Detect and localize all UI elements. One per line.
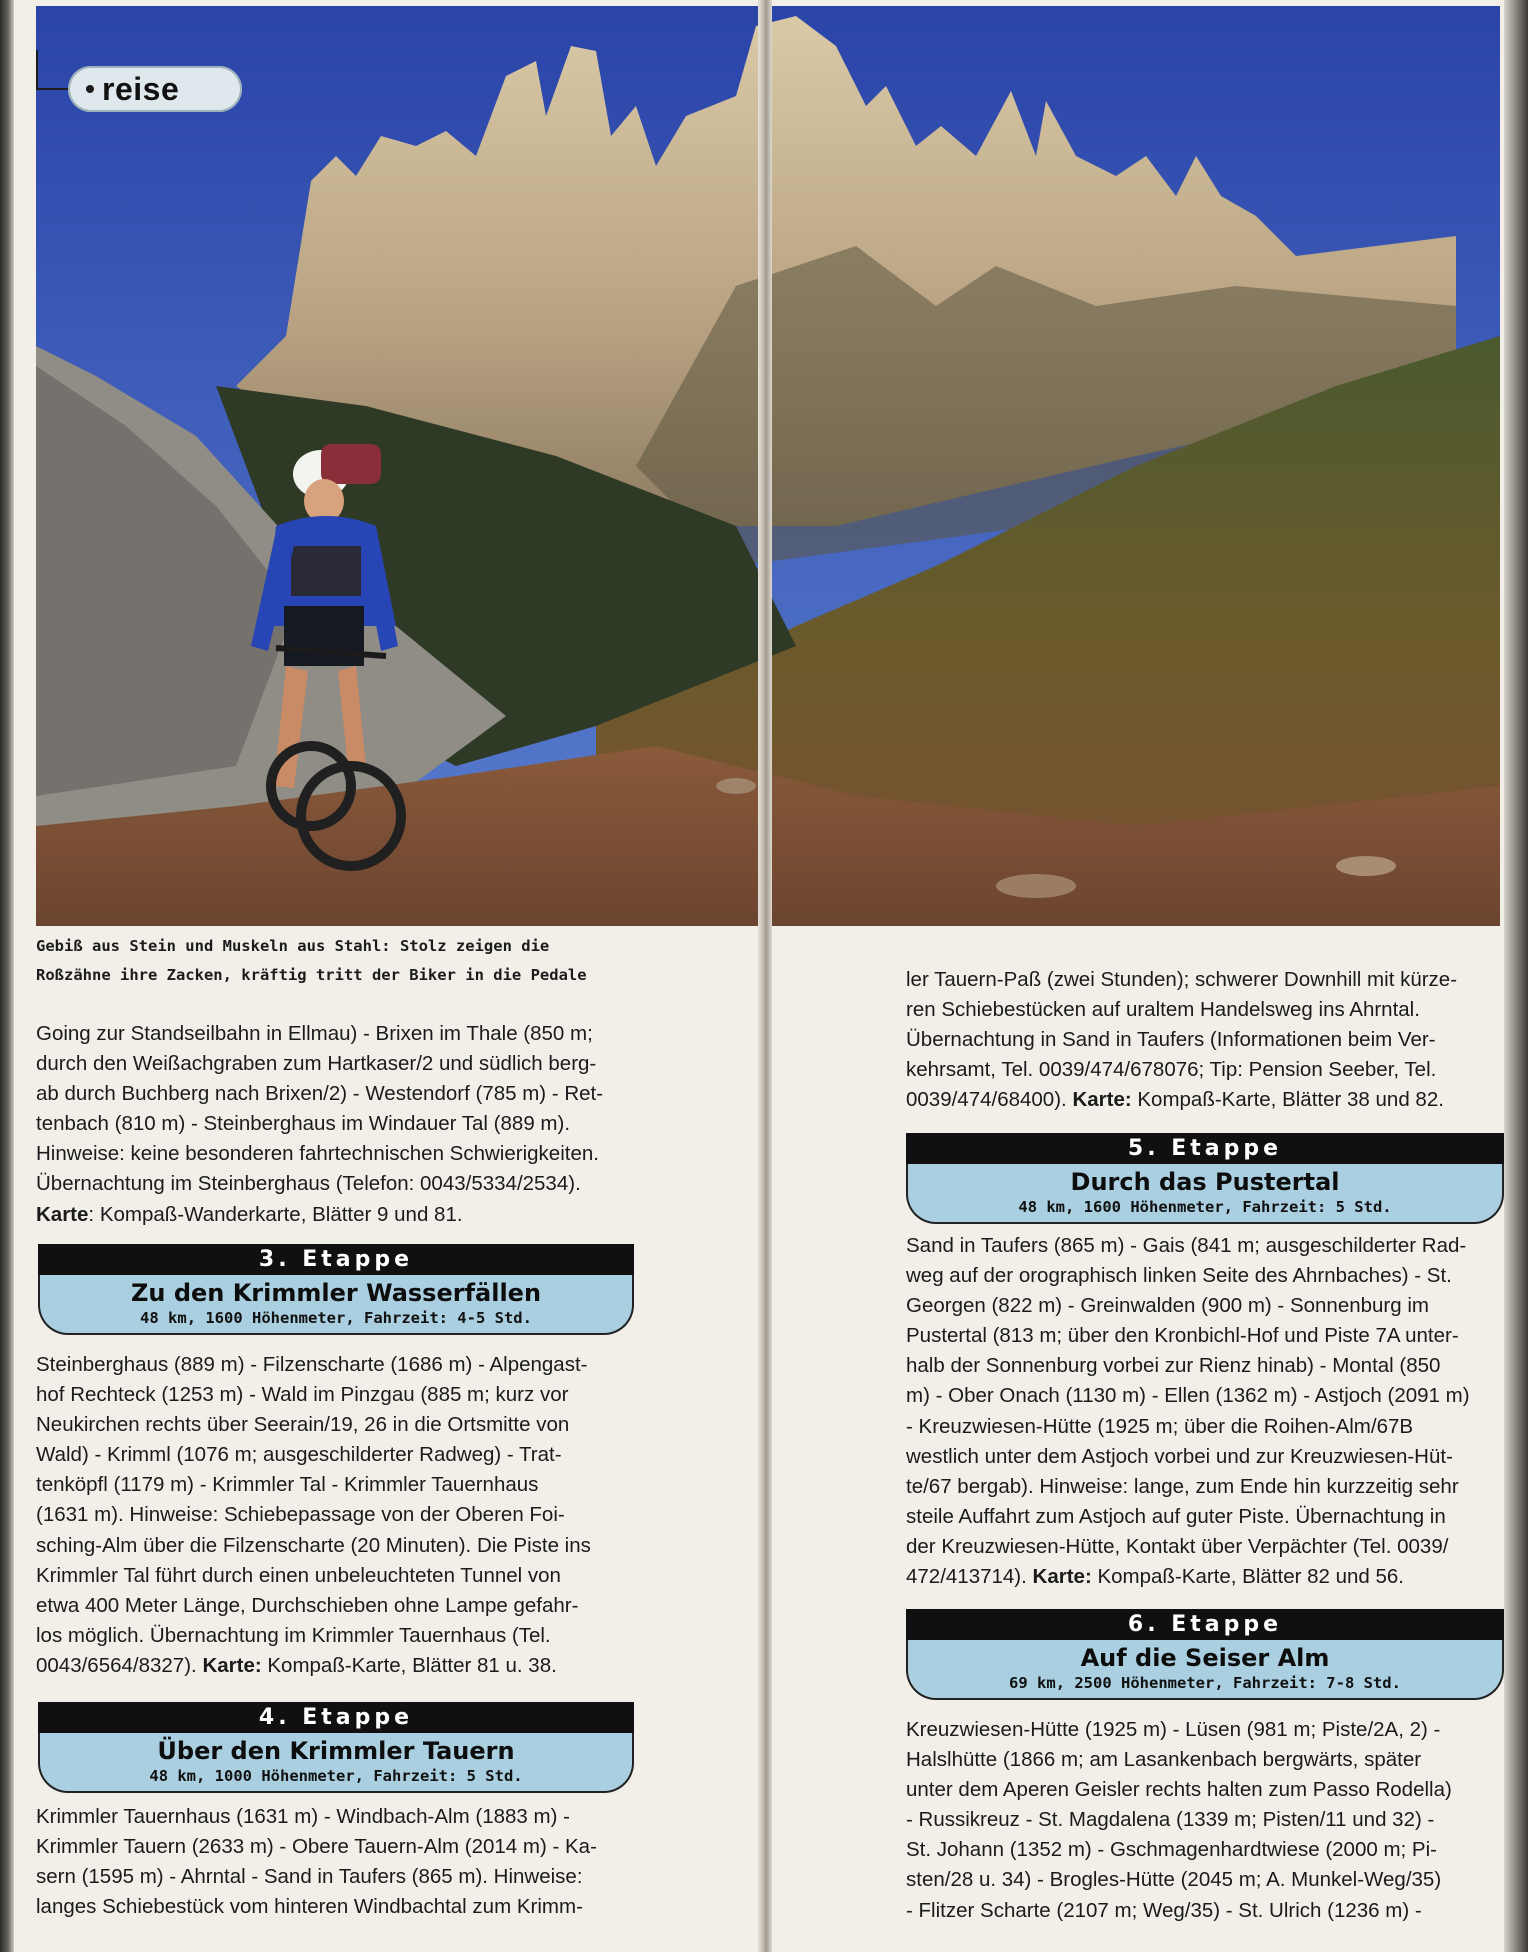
stage-stats: 48 km, 1600 Höhenmeter, Fahrzeit: 4-5 Std. bbox=[140, 1309, 532, 1327]
text-line: langes Schiebestück vom hinteren Windbachtal zum Krimm- bbox=[36, 1895, 583, 1919]
text-line: hof Rechteck (1253 m) - Wald im Pinzgau (885 m; kurz vor bbox=[36, 1383, 569, 1407]
stage-5-header bbox=[906, 1133, 1504, 1224]
text-line: sten/28 u. 34) - Brogles-Hütte (2045 m; A. Munkel-Weg/35) bbox=[906, 1868, 1442, 1892]
stage-title: Zu den Krimmler Wasserfällen bbox=[130, 1279, 542, 1307]
text-line bbox=[36, 1651, 636, 1681]
text-line: m) - Ober Onach (1130 m) - Ellen (1362 m) - Astjoch (2091 m) bbox=[906, 1384, 1470, 1408]
text-line: Halslhütte (1866 m; am Lasankenbach bergwärts, später bbox=[906, 1748, 1422, 1772]
stage-title-box bbox=[906, 1164, 1504, 1224]
text-line: ren Schiebestücken auf uraltem Handelsweg ins Ahrntal. bbox=[906, 998, 1420, 1022]
text-line: etwa 400 Meter Länge, Durchschieben ohne Lampe gefahr- bbox=[36, 1593, 579, 1617]
text-line: - Kreuzwiesen-Hütte (1925 m; über die Roihen-Alm/67B bbox=[906, 1414, 1414, 1438]
stage-3-header bbox=[38, 1244, 634, 1335]
text-line: Übernachtung im Steinberghaus (Telefon: 0043/5334/2534). bbox=[36, 1172, 581, 1196]
karte-text: : Kompaß-Wanderkarte, Blätter 9 und 81. bbox=[88, 1202, 463, 1226]
photo-caption bbox=[36, 932, 746, 990]
tag-line-vertical bbox=[36, 50, 38, 90]
stage-number: 4. Etappe bbox=[38, 1702, 634, 1733]
text-line: sching-Alm über die Filzenscharte (20 Minuten). Die Piste ins bbox=[36, 1533, 591, 1557]
text-line: - Russikreuz - St. Magdalena (1339 m; Pisten/11 und 32) - bbox=[906, 1808, 1435, 1832]
text-line: Krimmler Tauern (2633 m) - Obere Tauern-Alm (2014 m) - Ka- bbox=[36, 1835, 597, 1859]
stage-stats: 48 km, 1600 Höhenmeter, Fahrzeit: 5 Std. bbox=[1018, 1198, 1392, 1216]
text-line: Pustertal (813 m; über den Kronbichl-Hof und Piste 7A unter- bbox=[906, 1324, 1459, 1348]
karte-text: Kompaß-Karte, Blätter 38 und 82. bbox=[1131, 1088, 1444, 1112]
text-fragment: 472/413714). bbox=[906, 1565, 1033, 1589]
text-line: sern (1595 m) - Ahrntal - Sand in Taufers (865 m). Hinweise: bbox=[36, 1865, 583, 1889]
stage-title-box bbox=[38, 1275, 634, 1335]
text-line: (1631 m). Hinweise: Schiebepassage von der Oberen Foi- bbox=[36, 1503, 565, 1527]
text-line: Kreuzwiesen-Hütte (1925 m) - Lüsen (981 m; Piste/2A, 2) - bbox=[906, 1718, 1441, 1741]
stage-title: Auf die Seiser Alm bbox=[1080, 1644, 1330, 1672]
text-line: unter dem Aperen Geisler rechts halten zum Passo Rodella) bbox=[906, 1778, 1452, 1802]
text-line: St. Johann (1352 m) - Gschmagenhardtwiese (2000 m; Pi- bbox=[906, 1838, 1437, 1862]
text-fragment: 0039/474/68400). bbox=[906, 1088, 1073, 1112]
stage-title-box bbox=[906, 1640, 1504, 1700]
caption-line: Gebiß aus Stein und Muskeln aus Stahl: Stolz zeigen die bbox=[36, 937, 550, 955]
stage-stats: 48 km, 1000 Höhenmeter, Fahrzeit: 5 Std. bbox=[149, 1767, 523, 1785]
section-tag-label: reise bbox=[102, 70, 180, 107]
text-line: Going zur Standseilbahn in Ellmau) - Brixen im Thale (850 m; bbox=[36, 1022, 593, 1045]
text-line bbox=[906, 1085, 1506, 1115]
stage-number: 3. Etappe bbox=[38, 1244, 634, 1275]
text-fragment: 0043/6564/8327). bbox=[36, 1653, 203, 1677]
text-line: Wald) - Krimml (1076 m; ausgeschilderter Radweg) - Trat- bbox=[36, 1443, 562, 1467]
bullet-icon bbox=[86, 85, 94, 93]
text-line: Krimmler Tauernhaus (1631 m) - Windbach-Alm (1883 m) - bbox=[36, 1805, 570, 1828]
tag-line bbox=[36, 88, 72, 90]
stage-title-box bbox=[38, 1733, 634, 1793]
text-line: weg auf der orographisch linken Seite des Ahrnbaches) - St. bbox=[906, 1264, 1452, 1288]
right-intro-text bbox=[906, 965, 1506, 1115]
stage-6-header bbox=[906, 1609, 1504, 1700]
stage-number: 6. Etappe bbox=[906, 1609, 1504, 1640]
text-line: tenbach (810 m) - Steinberghaus im Windauer Tal (889 m). bbox=[36, 1112, 571, 1136]
text-line: Hinweise: keine besonderen fahrtechnischen Schwierigkeiten. bbox=[36, 1142, 599, 1166]
stage-title: Durch das Pustertal bbox=[1070, 1168, 1340, 1196]
karte-label: Karte: bbox=[1032, 1565, 1092, 1589]
karte-label: Karte: bbox=[202, 1653, 262, 1677]
page-edge-right bbox=[1504, 0, 1528, 1952]
text-line: tenköpfl (1179 m) - Krimmler Tal - Krimmler Tauernhaus bbox=[36, 1473, 539, 1497]
text-line: Krimmler Tal führt durch einen unbeleuchteten Tunnel von bbox=[36, 1563, 561, 1587]
text-line: te/67 bergab). Hinweise: lange, zum Ende hin kurzzeitig sehr bbox=[906, 1474, 1459, 1498]
section-tag bbox=[68, 66, 242, 112]
stage-6-text bbox=[906, 1715, 1506, 1926]
caption-line: Roßzähne ihre Zacken, kräftig tritt der Biker in die Pedale bbox=[36, 966, 587, 984]
stage-stats: 69 km, 2500 Höhenmeter, Fahrzeit: 7-8 Std. bbox=[1009, 1674, 1401, 1692]
text-line: der Kreuzwiesen-Hütte, Kontakt über Verpächter (Tel. 0039/ bbox=[906, 1534, 1449, 1558]
text-line: steile Auffahrt zum Astjoch auf guter Piste. Übernachtung in bbox=[906, 1504, 1446, 1528]
text-line bbox=[906, 1562, 1506, 1592]
karte-label: Karte bbox=[36, 1202, 89, 1226]
left-intro-text bbox=[36, 1019, 636, 1230]
stage-title: Über den Krimmler Tauern bbox=[157, 1737, 515, 1765]
text-line: westlich unter dem Astjoch vorbei und zur Kreuzwiesen-Hüt- bbox=[906, 1444, 1453, 1468]
karte-text: Kompaß-Karte, Blätter 81 u. 38. bbox=[261, 1653, 557, 1677]
stage-4-header bbox=[38, 1702, 634, 1793]
text-line: durch den Weißachgraben zum Hartkaser/2 und südlich berg- bbox=[36, 1052, 597, 1076]
text-line: - Flitzer Scharte (2107 m; Weg/35) - St. Ulrich (1236 m) - bbox=[906, 1898, 1422, 1922]
stage-3-text bbox=[36, 1350, 636, 1681]
karte-label: Karte: bbox=[1072, 1088, 1132, 1112]
text-line: Sand in Taufers (865 m) - Gais (841 m; ausgeschilderter Rad- bbox=[906, 1234, 1467, 1257]
text-line: Georgen (822 m) - Greinwalden (900 m) - Sonnenburg im bbox=[906, 1294, 1429, 1318]
text-line: ab durch Buchberg nach Brixen/2) - Westendorf (785 m) - Ret- bbox=[36, 1082, 604, 1106]
stage-4-text bbox=[36, 1802, 636, 1922]
text-line: los möglich. Übernachtung im Krimmler Tauernhaus (Tel. bbox=[36, 1623, 551, 1647]
text-line: Neukirchen rechts über Seerain/19, 26 in die Ortsmitte von bbox=[36, 1413, 570, 1437]
text-line: Steinberghaus (889 m) - Filzenscharte (1686 m) - Alpengast- bbox=[36, 1353, 588, 1376]
karte-text: Kompaß-Karte, Blätter 82 und 56. bbox=[1091, 1565, 1405, 1589]
text-line bbox=[36, 1200, 636, 1230]
text-line: ler Tauern-Paß (zwei Stunden); schwerer Downhill mit kürze- bbox=[906, 968, 1458, 991]
page-edge-left bbox=[0, 0, 14, 1952]
stage-number: 5. Etappe bbox=[906, 1133, 1504, 1164]
stage-5-text bbox=[906, 1231, 1506, 1592]
text-line: kehrsamt, Tel. 0039/474/678076; Tip: Pension Seeber, Tel. bbox=[906, 1058, 1437, 1082]
text-line: halb der Sonnenburg vorbei zur Rienz hinab) - Montal (850 bbox=[906, 1354, 1441, 1378]
text-line: Übernachtung in Sand in Taufers (Informationen beim Ver- bbox=[906, 1028, 1436, 1052]
spine-gutter bbox=[758, 0, 772, 1952]
